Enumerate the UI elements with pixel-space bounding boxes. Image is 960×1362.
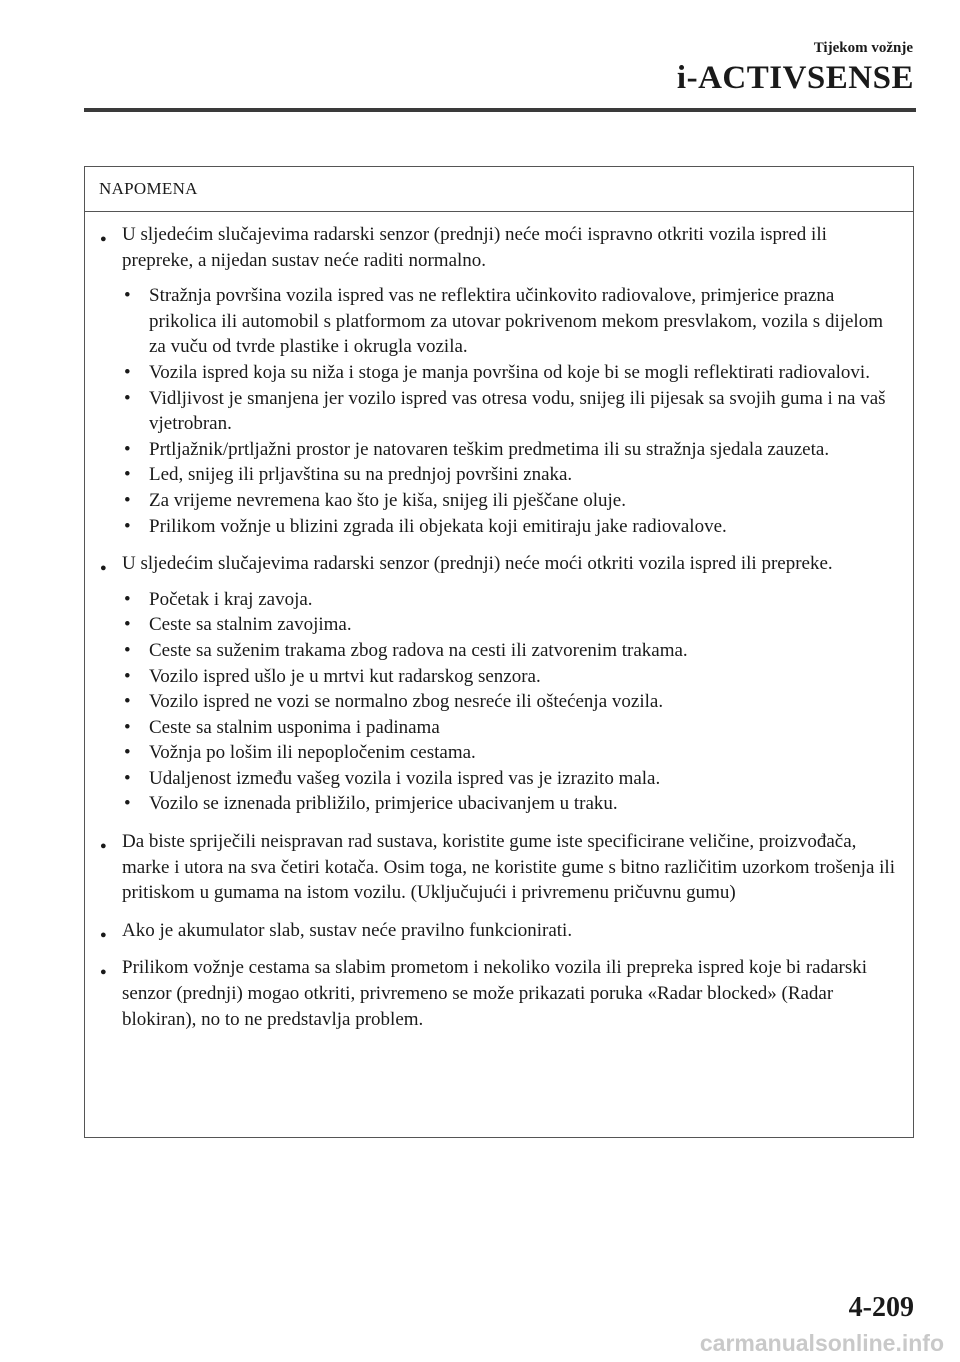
sub-bullet-icon: •: [124, 716, 131, 738]
sub-item-text: Stražnja površina vozila ispred vas ne reflektira učinkovito radiovalove, primjerice prazna prikolica ili automobil s platformom za utovar pokrivenom mekom presvlakom, vozila s dijelom za vuču od tvrde plastike i okrugla vozila.: [149, 285, 883, 358]
note-item: [100, 918, 897, 944]
note-item: [100, 551, 897, 817]
note-body: [85, 212, 913, 1032]
sub-item-text: Vožnja po lošim ili nepopločenim cestama.: [149, 742, 476, 764]
sub-item-text: Za vrijeme nevremena kao što je kiša, snijeg ili pješčane oluje.: [149, 489, 626, 511]
note-item-text: U sljedećim slučajevima radarski senzor (prednji) neće moći otkriti vozila ispred ili prepreke.: [122, 553, 833, 575]
note-item-text: Ako je akumulator slab, sustav neće pravilno funkcionirati.: [122, 919, 573, 941]
sub-list-item: [122, 514, 897, 540]
page-number: 4-209: [848, 1292, 914, 1323]
sub-bullet-icon: •: [124, 438, 131, 460]
sub-bullet-icon: •: [124, 387, 131, 409]
sub-bullet-icon: •: [124, 639, 131, 661]
sub-list-item: [122, 437, 897, 463]
sub-item-text: Prilikom vožnje u blizini zgrada ili objekata koji emitiraju jake radiovalove.: [149, 515, 727, 537]
sub-list: [100, 283, 897, 539]
sub-list-item: [122, 360, 897, 386]
chapter-title: i-ACTIVSENSE: [676, 60, 914, 96]
sub-bullet-icon: •: [124, 742, 131, 764]
sub-list-item: [122, 689, 897, 715]
sub-item-text: Vozilo se iznenada približilo, primjerice ubacivanjem u traku.: [149, 793, 618, 815]
section-title: Tijekom vožnje: [813, 40, 913, 56]
sub-item-text: Udaljenost između vašeg vozila i vozila ispred vas je izrazito mala.: [149, 767, 661, 789]
sub-list-item: [122, 283, 897, 360]
header-rule: [84, 108, 916, 112]
sub-list-item: [122, 587, 897, 613]
sub-item-text: Vozilo ispred ušlo je u mrtvi kut radarskog senzora.: [149, 665, 541, 687]
sub-bullet-icon: •: [124, 614, 131, 636]
sub-list-item: [122, 386, 897, 437]
note-heading: NAPOMENA: [85, 167, 913, 212]
sub-bullet-icon: •: [124, 489, 131, 511]
note-item-text: U sljedećim slučajevima radarski senzor (prednji) neće moći ispravno otkriti vozila ispred ili prepreke, a nijedan sustav neće raditi normalno.: [122, 224, 827, 271]
sub-item-text: Led, snijeg ili prljavština su na prednjoj površini znaka.: [149, 464, 573, 486]
note-item-text: Da biste spriječili neispravan rad sustava, koristite gume iste specificirane veličine, proizvođača, marke i utora na sva četiri kotača. Osim toga, ne koristite gume s bitno različitim uzorkom trošenja ili pritiskom u gumama na istom vozilu. (Uključujući i privremenu pričuvnu gumu): [122, 831, 895, 904]
note-item: [100, 222, 897, 539]
sub-list-item: [122, 638, 897, 664]
bullet-icon: ●: [100, 233, 107, 245]
note-item: [100, 955, 897, 1032]
sub-item-text: Ceste sa suženim trakama zbog radova na cesti ili zatvorenim trakama.: [149, 639, 688, 661]
sub-list-item: [122, 462, 897, 488]
sub-list: [100, 587, 897, 817]
note-item-text: Prilikom vožnje cestama sa slabim prometom i nekoliko vozila ili prepreka ispred koje bi radarski senzor (prednji) mogao otkriti, privremeno se može prikazati poruka «Radar blocked» (Radar blokiran), no to ne predstavlja problem.: [122, 957, 868, 1030]
sub-item-text: Ceste sa stalnim usponima i padinama: [149, 716, 440, 738]
sub-list-item: [122, 791, 897, 817]
sub-bullet-icon: •: [124, 464, 131, 486]
sub-item-text: Vozila ispred koja su niža i stoga je manja površina od koje bi se mogli reflektirati radiovalovi.: [149, 361, 870, 383]
sub-item-text: Početak i kraj zavoja.: [149, 588, 313, 610]
bullet-icon: ●: [100, 928, 107, 941]
sub-list-item: [122, 612, 897, 638]
sub-list-item: [122, 664, 897, 690]
note-item: [100, 829, 897, 906]
sub-bullet-icon: •: [124, 665, 131, 687]
sub-item-text: Vidljivost je smanjena jer vozilo ispred vas otresa vodu, snijeg ili pijesak sa svojih guma i na vaš vjetrobran.: [149, 387, 886, 435]
watermark: carmanualsonline.info: [699, 1330, 944, 1356]
sub-item-text: Ceste sa stalnim zavojima.: [149, 614, 352, 636]
sub-bullet-icon: •: [124, 767, 131, 789]
sub-list-item: [122, 715, 897, 741]
sub-list-item: [122, 740, 897, 766]
bullet-icon: ●: [100, 966, 107, 979]
sub-bullet-icon: •: [124, 793, 131, 815]
sub-list-item: [122, 766, 897, 792]
sub-bullet-icon: •: [124, 285, 131, 307]
sub-bullet-icon: •: [124, 515, 131, 537]
sub-bullet-icon: •: [124, 361, 131, 383]
bullet-icon: ●: [100, 562, 107, 575]
sub-item-text: Prtljažnik/prtljažni prostor je natovaren teškim predmetima ili su stražnja sjedala zauzeta.: [149, 438, 830, 460]
sub-bullet-icon: •: [124, 588, 131, 610]
sub-list-item: [122, 488, 897, 514]
sub-item-text: Vozilo ispred ne vozi se normalno zbog nesreće ili oštećenja vozila.: [149, 691, 664, 713]
sub-bullet-icon: •: [124, 691, 131, 713]
note-box: [84, 166, 914, 1138]
bullet-icon: ●: [100, 840, 107, 853]
